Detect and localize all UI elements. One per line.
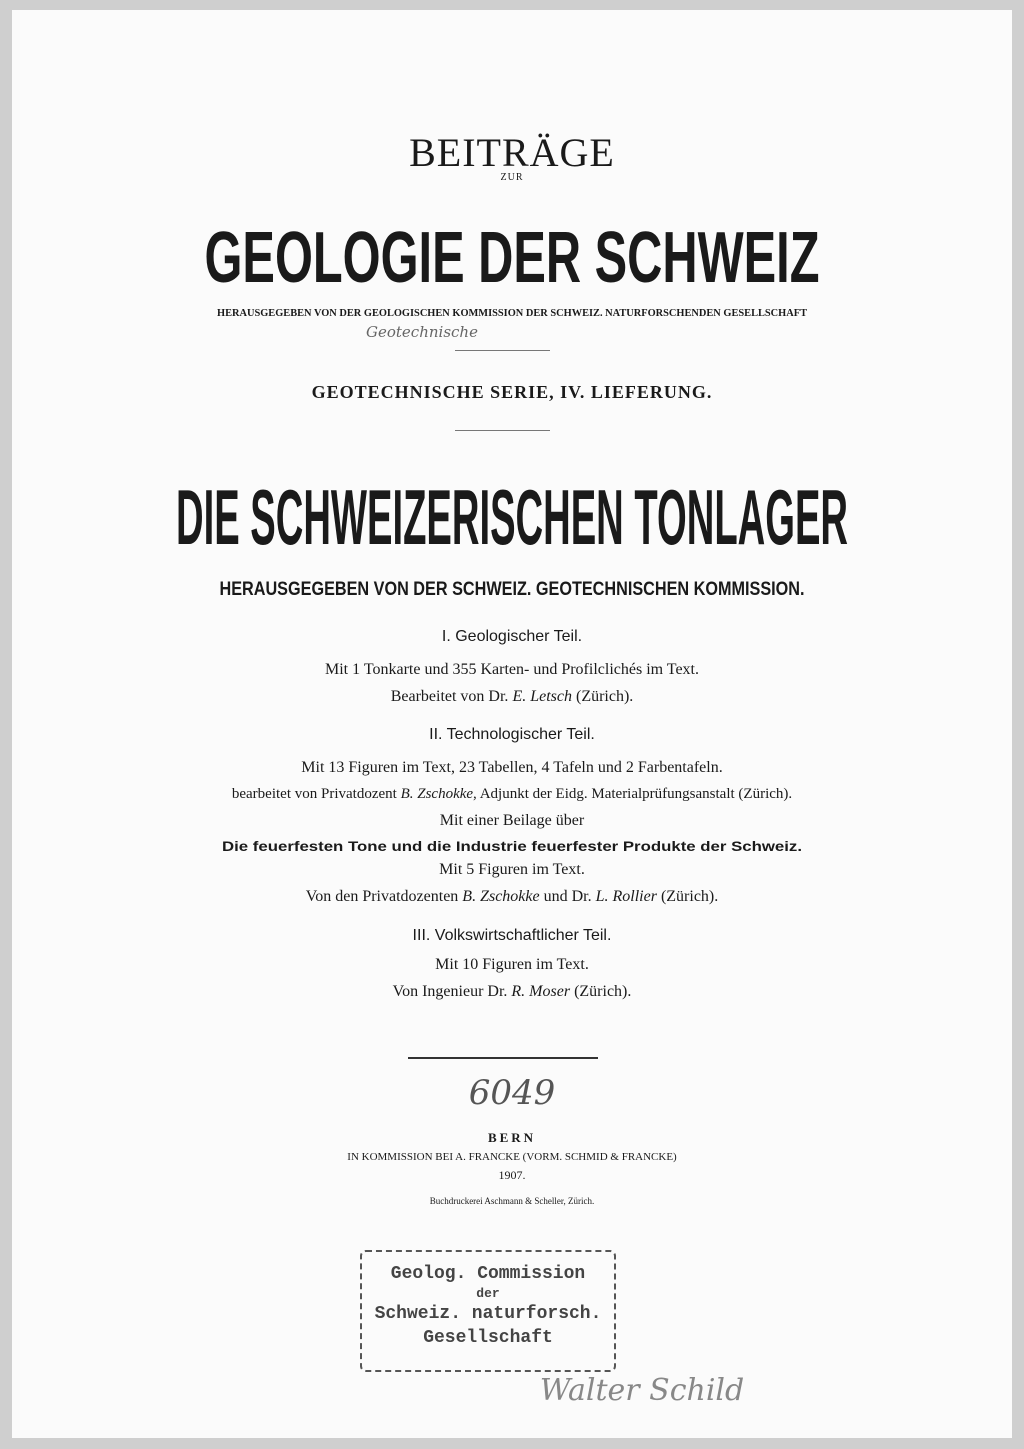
stamp-line: der [476, 1286, 500, 1301]
work-title [0, 468, 1024, 552]
imprint-printer: Buchdruckerei Aschmann & Scheller, Zürich. [429, 1196, 595, 1206]
handwritten-number: 6049 [468, 1073, 556, 1113]
handwritten-note: Geotechnische [366, 323, 478, 341]
imprint-city: BERN [487, 1130, 537, 1145]
text: bearbeitet von Privatdozent [231, 786, 397, 802]
text: , Adjunkt der Eidg. Materialprüfungsanstalt (Zürich). [473, 786, 793, 802]
part-2-supplement-title [0, 836, 1024, 856]
text: Von den Privatdozenten [305, 888, 459, 905]
library-stamp [360, 1250, 616, 1372]
part-3-line-2 [0, 983, 1024, 1001]
part-1-line-2 [0, 688, 1024, 706]
series-title-main [0, 212, 1024, 292]
author-name: B. Zschokke [462, 888, 540, 905]
series-info: GEOTECHNISCHE SERIE, IV. LIEFERUNG. [311, 382, 713, 402]
publisher-line-text: HERAUSGEGEBEN VON DER GEOLOGISCHEN KOMMISSION DER SCHWEIZ. NATURFORSCHENDEN GESELLSCHAFT [217, 307, 808, 319]
stamp-line: Gesellschaft [423, 1328, 553, 1348]
text: und Dr. [543, 888, 592, 905]
author-name: R. Moser [511, 983, 571, 1000]
series-title-main-text: GEOLOGIE DER SCHWEIZ [204, 218, 820, 292]
text: (Zürich). [574, 983, 632, 1000]
work-subtitle-text: HERAUSGEGEBEN VON DER SCHWEIZ. GEOTECHNISCHEN KOMMISSION. [219, 579, 805, 600]
work-subtitle [0, 574, 1024, 600]
publisher-line [0, 302, 1024, 320]
series-title-top: BEITRÄGE [409, 130, 615, 175]
part-3-line-1: Mit 10 Figuren im Text. [435, 956, 589, 973]
signature: Walter Schild [539, 1373, 745, 1408]
ornament-divider [408, 1057, 598, 1059]
part-2-title: II. Technologischer Teil. [429, 726, 595, 743]
part-3-title: III. Volkswirtschaftlicher Teil. [412, 927, 612, 944]
part-2-line-5: Mit 5 Figuren im Text. [439, 861, 585, 878]
work-title-text: DIE SCHWEIZERISCHEN TONLAGER [176, 473, 848, 552]
text: Bearbeitet von Dr. [390, 688, 509, 705]
part-2-line-1: Mit 13 Figuren im Text, 23 Tabellen, 4 Tafeln und 2 Farbentafeln. [301, 759, 723, 776]
series-title-zur: ZUR [500, 172, 524, 183]
part-1-line-1: Mit 1 Tonkarte und 355 Karten- und Profilclichés im Text. [325, 661, 699, 678]
stamp-line: Schweiz. naturforsch. [374, 1304, 602, 1324]
author-name: B. Zschokke [400, 786, 474, 802]
text: (Zürich). [575, 688, 634, 705]
part-2-line-6 [0, 888, 1024, 906]
divider [455, 350, 550, 351]
part-2-line-3: Mit einer Beilage über [439, 812, 585, 829]
part-2-line-2 [0, 786, 1024, 803]
imprint-year: 1907. [498, 1168, 526, 1182]
stamp-line: Geolog. Commission [390, 1264, 586, 1284]
author-name: L. Rollier [595, 888, 657, 905]
text: (Zürich). [660, 888, 719, 905]
imprint-commission: IN KOMMISSION BEI A. FRANCKE (VORM. SCHMID & FRANCKE) [347, 1151, 677, 1163]
divider [455, 430, 550, 431]
supplement-title-text: Die feuerfesten Tone und die Industrie feuerfester Produkte der Schweiz. [222, 838, 802, 854]
author-name: E. Letsch [512, 688, 572, 705]
part-1-title: I. Geologischer Teil. [441, 628, 583, 645]
text: Von Ingenieur Dr. [392, 983, 508, 1000]
